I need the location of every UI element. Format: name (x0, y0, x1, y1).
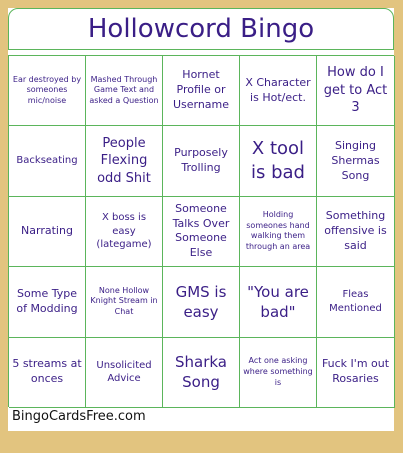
bingo-cell: X Character is Hot/ect. (240, 56, 317, 126)
bingo-cell: Holding someones hand walking them through an area (240, 197, 317, 267)
bingo-cell: "You are bad" (240, 267, 317, 337)
bingo-cell: Purposely Trolling (163, 126, 240, 196)
bingo-cell: Ear destroyed by someones mic/noise (9, 56, 86, 126)
bingo-grid (8, 55, 394, 407)
bingo-cell: People Flexing odd Shit (86, 126, 163, 196)
bingo-cell: Mashed Through Game Text and asked a Question (86, 56, 163, 126)
card-title: Hollowcord Bingo (8, 8, 394, 50)
bingo-cell: Act one asking where something is (240, 338, 317, 408)
bingo-cell: Sharka Song (163, 338, 240, 408)
bingo-cell: Unsolicited Advice (86, 338, 163, 408)
bingo-cell: Some Type of Modding (9, 267, 86, 337)
bingo-cell: GMS is easy (163, 267, 240, 337)
bingo-cell: Something offensive is said (317, 197, 395, 267)
bingo-cell: Fleas Mentioned (317, 267, 395, 337)
bingo-cell: None Hollow Knight Stream in Chat (86, 267, 163, 337)
site-watermark: BingoCardsFree.com (12, 409, 146, 424)
bingo-cell: Backseating (9, 126, 86, 196)
bingo-cell: X tool is bad (240, 126, 317, 196)
bingo-cell: Someone Talks Over Someone Else (163, 197, 240, 267)
bingo-cell: Narrating (9, 197, 86, 267)
bingo-cell: Hornet Profile or Username (163, 56, 240, 126)
bingo-cell: Singing Shermas Song (317, 126, 395, 196)
bingo-cell: X boss is easy (lategame) (86, 197, 163, 267)
bingo-card (8, 8, 394, 431)
bingo-cell: Fuck I'm out Rosaries (317, 338, 395, 408)
bingo-cell: 5 streams at onces (9, 338, 86, 408)
bingo-cell: How do I get to Act 3 (317, 56, 395, 126)
